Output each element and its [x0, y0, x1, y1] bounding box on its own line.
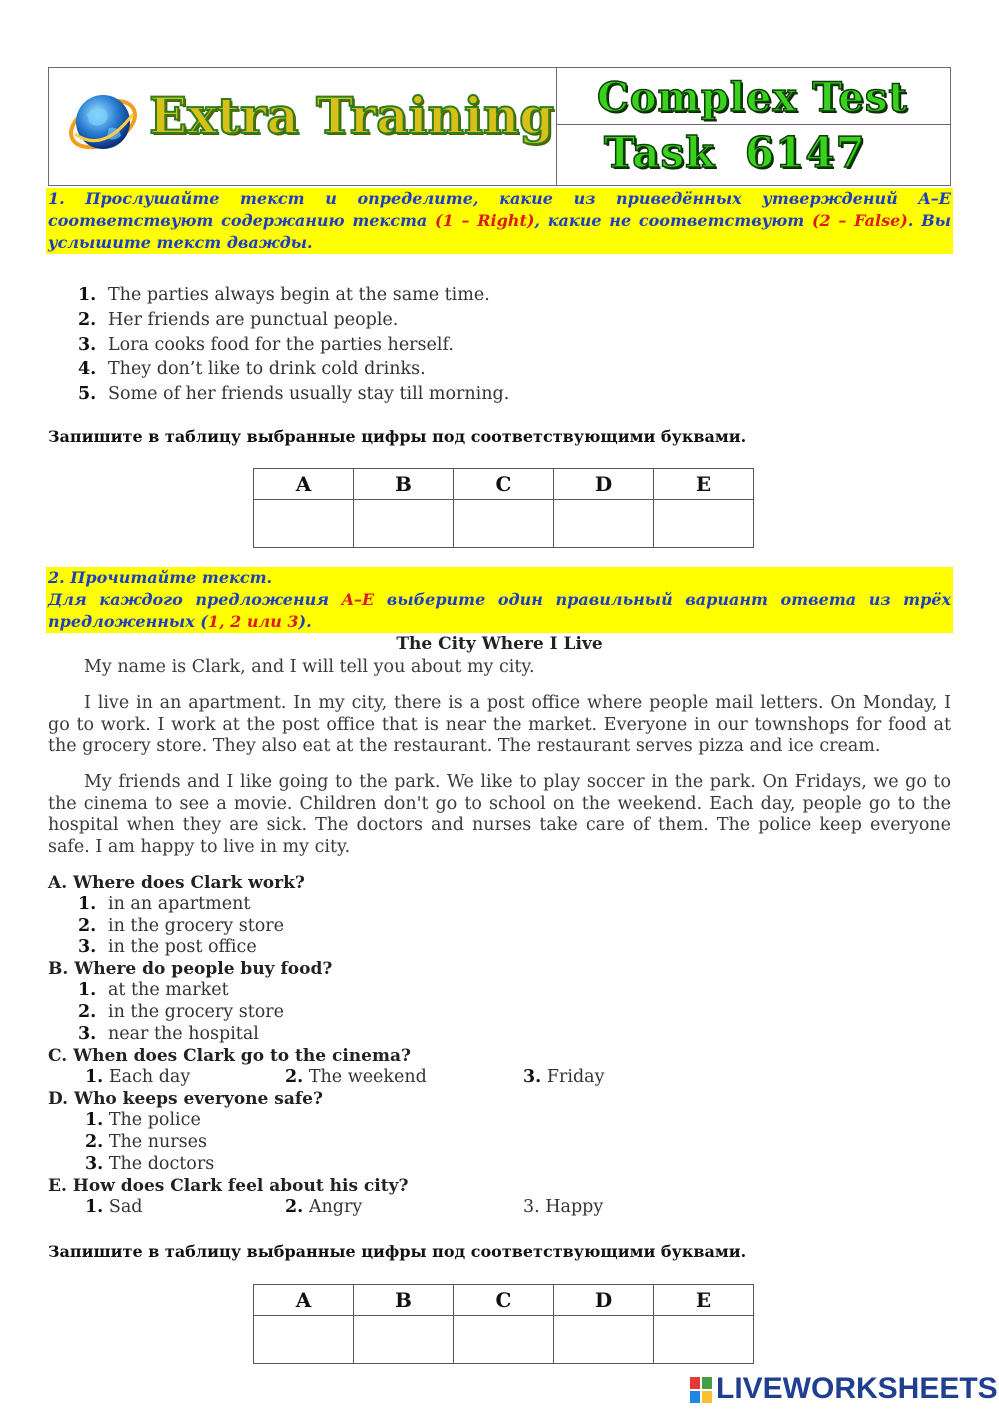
- option-item[interactable]: [78, 1002, 284, 1022]
- task2-table-note: Запишите в таблицу выбранные цифры под соответствующими буквами.: [48, 1242, 747, 1261]
- answer-input-cell-d[interactable]: [554, 1316, 654, 1364]
- task1-instruction-part: . Вы услышите текст дважды.: [48, 211, 951, 252]
- answer-input-cell-b[interactable]: [354, 1316, 454, 1364]
- header-divider-horizontal: [556, 124, 950, 125]
- question-c: C. When does Clark go to the cinema?: [48, 1046, 411, 1066]
- option-text: Each day: [108, 1067, 191, 1087]
- option-number: 1.: [85, 1067, 104, 1087]
- task1-instruction-part: 1. Прослушайте текст и определите, какие из приведённых утверждений A–E соответствуют содержанию текста: [48, 189, 951, 230]
- option-item[interactable]: [78, 980, 229, 1000]
- text-paragraph: I live in an apartment. In my city, there is a post office where people mail letters. On Monday, I go to work. I work at the post office that is near the market. Everyone in our townshops for food at the grocery store. They also eat at the restaurant. The restaurant serves pizza and ice cream.: [48, 693, 951, 756]
- header-title-bottom: Task 6147: [604, 128, 866, 177]
- option-item[interactable]: [523, 1067, 605, 1087]
- header-divider-vertical: [556, 68, 557, 185]
- statement-text: Her friends are punctual people.: [108, 310, 399, 330]
- option-text: in the grocery store: [108, 916, 284, 936]
- option-number: 3.: [523, 1067, 542, 1087]
- option-item[interactable]: [85, 1132, 207, 1152]
- statement-item: [78, 285, 490, 305]
- option-item[interactable]: [85, 1110, 201, 1130]
- answer-input-cell-e[interactable]: [654, 500, 754, 548]
- option-number: 3.: [85, 1154, 104, 1174]
- option-item[interactable]: [523, 1197, 603, 1217]
- option-text: in an apartment: [108, 894, 251, 914]
- option-item[interactable]: [285, 1197, 362, 1217]
- globe-logo-icon: [65, 84, 141, 160]
- option-item[interactable]: [78, 916, 284, 936]
- task1-answer-table: [253, 468, 754, 548]
- option-number: 3.: [78, 1024, 97, 1044]
- answer-column-header: A: [254, 1285, 354, 1316]
- option-number: 2.: [285, 1197, 304, 1217]
- option-number: 1.: [85, 1197, 104, 1217]
- answer-column-header: B: [354, 1285, 454, 1316]
- statement-item: [78, 335, 454, 355]
- task2-instruction-line1: 2. Прочитайте текст.: [48, 568, 273, 587]
- question-a: A. Where does Clark work?: [48, 873, 305, 893]
- answer-input-cell-c[interactable]: [454, 1316, 554, 1364]
- option-text: Sad: [108, 1197, 143, 1217]
- statement-number: 1.: [78, 285, 97, 305]
- statement-item: [78, 310, 398, 330]
- option-text: Angry: [308, 1197, 363, 1217]
- task2-instruction-line2: [48, 589, 951, 633]
- option-number: 3.: [78, 937, 97, 957]
- answer-column-header: B: [354, 469, 454, 500]
- task1-instruction-right-label: (1 – Right): [435, 211, 535, 230]
- text-title: The City Where I Live: [396, 634, 603, 654]
- task1-table-note: Запишите в таблицу выбранные цифры под соответствующими буквами.: [48, 427, 747, 446]
- option-text: in the post office: [108, 937, 257, 957]
- task1-instruction-false-label: (2 – False): [811, 211, 908, 230]
- option-number: 1.: [78, 980, 97, 1000]
- text-paragraph: My name is Clark, and I will tell you about my city.: [84, 657, 535, 677]
- answer-column-header: C: [454, 1285, 554, 1316]
- liveworksheets-logo[interactable]: [690, 1372, 998, 1406]
- statement-number: 4.: [78, 359, 97, 379]
- option-item[interactable]: [85, 1154, 214, 1174]
- statement-number: 5.: [78, 384, 97, 404]
- task2-instruction: [46, 567, 953, 633]
- answer-input-cell-a[interactable]: [254, 1316, 354, 1364]
- answer-input-cell-d[interactable]: [554, 500, 654, 548]
- option-number: 2.: [285, 1067, 304, 1087]
- option-item[interactable]: [78, 894, 250, 914]
- task2-instruction-part: Для каждого предложения: [48, 590, 342, 609]
- answer-input-cell-a[interactable]: [254, 500, 354, 548]
- option-number: 2.: [78, 916, 97, 936]
- task1-instruction: [46, 188, 953, 254]
- statement-text: The parties always begin at the same time.: [108, 285, 490, 305]
- option-number: 2.: [78, 1002, 97, 1022]
- option-text: in the grocery store: [108, 1002, 284, 1022]
- logo-text: Extra Training: [149, 86, 555, 145]
- option-text: The weekend: [308, 1067, 427, 1087]
- task2-instruction-part: ).: [298, 612, 312, 631]
- option-item[interactable]: [78, 937, 257, 957]
- option-text: Friday: [546, 1067, 605, 1087]
- option-item[interactable]: [285, 1067, 427, 1087]
- option-number: 1.: [78, 894, 97, 914]
- statement-number: 2.: [78, 310, 97, 330]
- option-item[interactable]: [85, 1067, 190, 1087]
- answer-column-header: A: [254, 469, 354, 500]
- answer-input-cell-e[interactable]: [654, 1316, 754, 1364]
- header-banner: [48, 67, 951, 186]
- statement-item: [78, 359, 426, 379]
- answer-column-header: E: [654, 469, 754, 500]
- task1-instruction-part: , какие не соответствуют: [534, 211, 812, 230]
- option-text: near the hospital: [108, 1024, 259, 1044]
- option-item[interactable]: [78, 1024, 259, 1044]
- option-text: The doctors: [108, 1154, 215, 1174]
- task2-instruction-numbers: 1, 2 или 3: [207, 612, 299, 631]
- liveworksheets-icon: [690, 1377, 712, 1403]
- task2-answer-table: [253, 1284, 754, 1364]
- task2-instruction-part: выберите один правильный вариант ответа из трёх предложенных (: [48, 590, 951, 631]
- answer-column-header: D: [554, 1285, 654, 1316]
- liveworksheets-text: LIVEWORKSHEETS: [716, 1372, 998, 1405]
- task2-instruction-letters: A–E: [341, 590, 375, 609]
- statement-item: [78, 384, 509, 404]
- header-title-top: Complex Test: [597, 74, 908, 121]
- option-text: The police: [108, 1110, 201, 1130]
- question-b: B. Where do people buy food?: [48, 959, 333, 979]
- text-paragraph: My friends and I like going to the park. We like to play soccer in the park. On Fridays, we go to the cinema to see a movie. Children don't go to school on the weekend. Each day, people go to the hospital when they are sick. The doctors and nurses take care of them. The police keep everyone safe. I am happy to live in my city.: [48, 772, 951, 857]
- statement-text: Lora cooks food for the parties herself.: [108, 335, 454, 355]
- option-number: 2.: [85, 1132, 104, 1152]
- answer-input-cell-c[interactable]: [454, 500, 554, 548]
- answer-column-header: D: [554, 469, 654, 500]
- answer-column-header: E: [654, 1285, 754, 1316]
- statement-text: Some of her friends usually stay till morning.: [108, 384, 510, 404]
- question-e: E. How does Clark feel about his city?: [48, 1176, 409, 1196]
- answer-column-header: C: [454, 469, 554, 500]
- option-text: The nurses: [108, 1132, 207, 1152]
- option-text: at the market: [108, 980, 229, 1000]
- statement-number: 3.: [78, 335, 97, 355]
- option-number: 1.: [85, 1110, 104, 1130]
- option-item[interactable]: [85, 1197, 142, 1217]
- question-d: D. Who keeps everyone safe?: [48, 1089, 323, 1109]
- statement-text: They don’t like to drink cold drinks.: [108, 359, 426, 379]
- answer-input-cell-b[interactable]: [354, 500, 454, 548]
- option-text: 3. Happy: [523, 1197, 604, 1217]
